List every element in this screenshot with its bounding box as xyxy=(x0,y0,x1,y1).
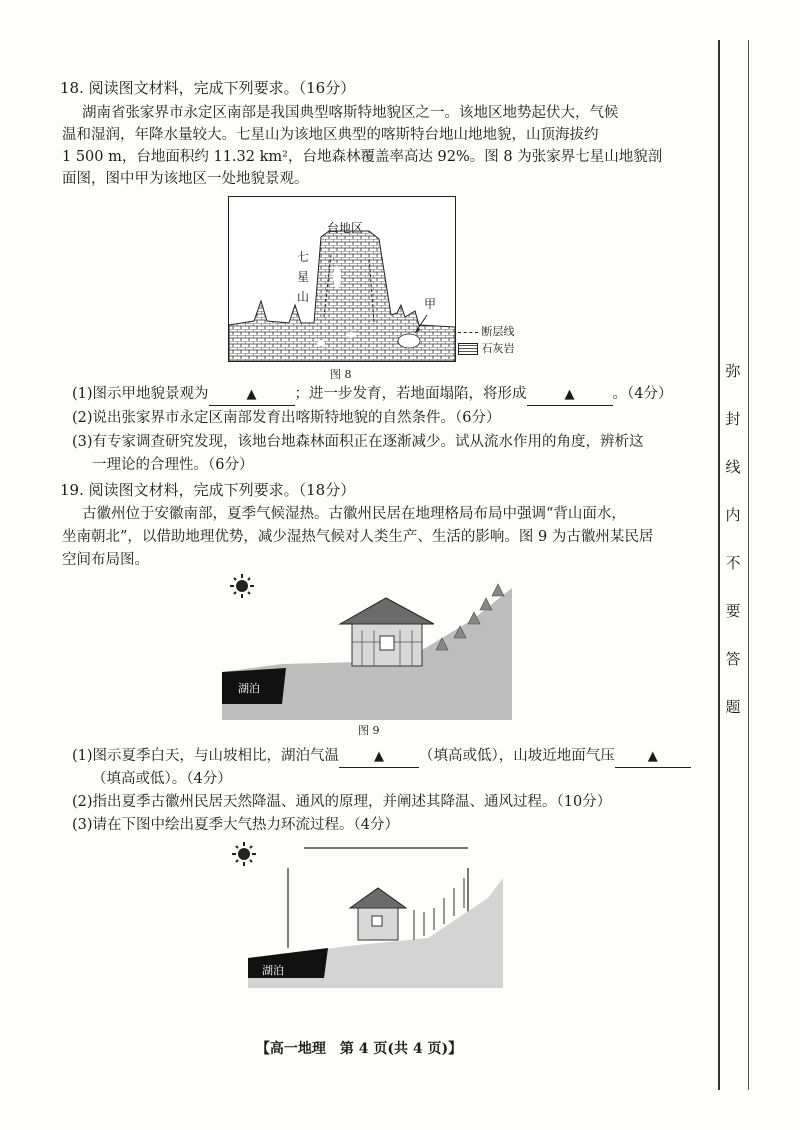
figure-9-dwelling-layout xyxy=(222,570,512,720)
lake-label: 湖泊 xyxy=(262,964,284,977)
answer-marker: ▲ xyxy=(647,749,658,764)
legend-limestone xyxy=(458,340,515,356)
answer-marker: ▲ xyxy=(564,387,575,402)
seal-char: 要 xyxy=(725,602,741,620)
mountain-label: 七星山 xyxy=(297,250,310,304)
q19-sub1-cont: （填高或低）。（4分） xyxy=(92,771,232,787)
plateau-label: 台地区 xyxy=(327,221,364,235)
answer-marker: ▲ xyxy=(374,749,385,764)
lake-label: 湖泊 xyxy=(238,682,260,695)
answer-blank[interactable] xyxy=(209,384,295,406)
answer-blank[interactable] xyxy=(339,746,419,768)
q18-sub3-line1: (3)有专家调查研究发现，该地台地森林面积正在逐渐减少。试从流水作用的角度，辨析这 xyxy=(72,434,644,450)
q19-sub2: (2)指出夏季古徽州民居天然降温、通风的原理，并阐述其降温、通风过程。（10分） xyxy=(72,794,612,810)
seal-char: 答 xyxy=(725,650,741,668)
q18-sub2: (2)说出张家界市永定区南部发育出喀斯特地貌的自然条件。（6分） xyxy=(72,410,501,426)
q18-paragraph-line: 面图，图中甲为该地区一处地貌景观。 xyxy=(62,171,309,187)
q18-heading: 18. 阅读图文材料，完成下列要求。（16分） xyxy=(60,79,356,97)
fault-line-swatch xyxy=(458,332,478,333)
seal-char: 封 xyxy=(725,410,741,428)
q18-sub1-text-b: ；进一步发育，若地面塌陷，将形成 xyxy=(294,386,527,402)
legend-fault-label: 断层线 xyxy=(481,325,515,338)
legend-limestone-label: 石灰岩 xyxy=(481,342,515,355)
jia-label: 甲 xyxy=(424,297,437,311)
q18-sub1 xyxy=(72,384,673,406)
seal-char: 弥 xyxy=(725,362,741,380)
q19-sub1-text-a: (1)图示夏季白天，与山坡相比，湖泊气温 xyxy=(72,748,340,764)
seal-line xyxy=(718,40,720,1090)
sun-icon xyxy=(230,574,254,598)
seal-char: 题 xyxy=(725,698,741,716)
figure-8-karst-profile xyxy=(228,196,456,362)
figure-8-caption: 图 8 xyxy=(330,368,352,381)
q18-paragraph-line: 湖南省张家界市永定区南部是我国典型喀斯特地貌区之一。该地区地势起伏大，气候 xyxy=(82,105,619,121)
seal-line-outer xyxy=(748,40,749,1090)
answer-blank[interactable] xyxy=(615,746,691,768)
q19-heading: 19. 阅读图文材料，完成下列要求。（18分） xyxy=(60,481,356,499)
q18-sub3-line2: 一理论的合理性。（6分） xyxy=(92,457,254,473)
figure-9-caption: 图 9 xyxy=(358,724,380,737)
answer-marker: ▲ xyxy=(246,387,257,402)
seal-char: 内 xyxy=(725,506,741,524)
q19-paragraph-line: 坐南朝北”，以借助地理优势，减少湿热气候对人类生产、生活的影响。图 9 为古徽州某民居 xyxy=(62,529,654,545)
legend-fault xyxy=(458,323,515,339)
seal-char: 不 xyxy=(725,554,741,572)
q19-paragraph-line: 空间布局图。 xyxy=(62,552,149,568)
q18-paragraph-line: 温和湿润，年降水量较大。七星山为该地区典型的喀斯特台地山地地貌，山顶海拔约 xyxy=(62,127,599,143)
drawing-area-figure[interactable] xyxy=(228,838,518,988)
seal-char: 线 xyxy=(725,458,741,476)
q19-sub1 xyxy=(72,746,691,768)
q18-sub1-text-c: 。（4分） xyxy=(612,386,673,402)
q18-paragraph-line: 1 500 m，台地面积约 11.32 km²，台地森林覆盖率高达 92%。图 8 为张家界七星山地貌剖 xyxy=(62,149,663,165)
dwelling-layout-drawing xyxy=(222,570,512,720)
answer-blank[interactable] xyxy=(527,384,613,406)
q18-sub1-text-a: (1)图示甲地貌景观为 xyxy=(72,386,209,402)
sun-icon xyxy=(232,842,256,866)
q19-sub1-text-b: （填高或低），山坡近地面气压 xyxy=(419,748,615,764)
page-footer: 【高一地理 第 4 页(共 4 页)】 xyxy=(255,1041,463,1057)
limestone-swatch xyxy=(458,343,478,355)
q19-sub3: (3)请在下图中绘出夏季大气热力环流过程。（4分） xyxy=(72,817,400,833)
q19-paragraph-line: 古徽州位于安徽南部，夏季气候湿热。古徽州民居在地理格局布局中强调“背山面水， xyxy=(82,506,626,522)
